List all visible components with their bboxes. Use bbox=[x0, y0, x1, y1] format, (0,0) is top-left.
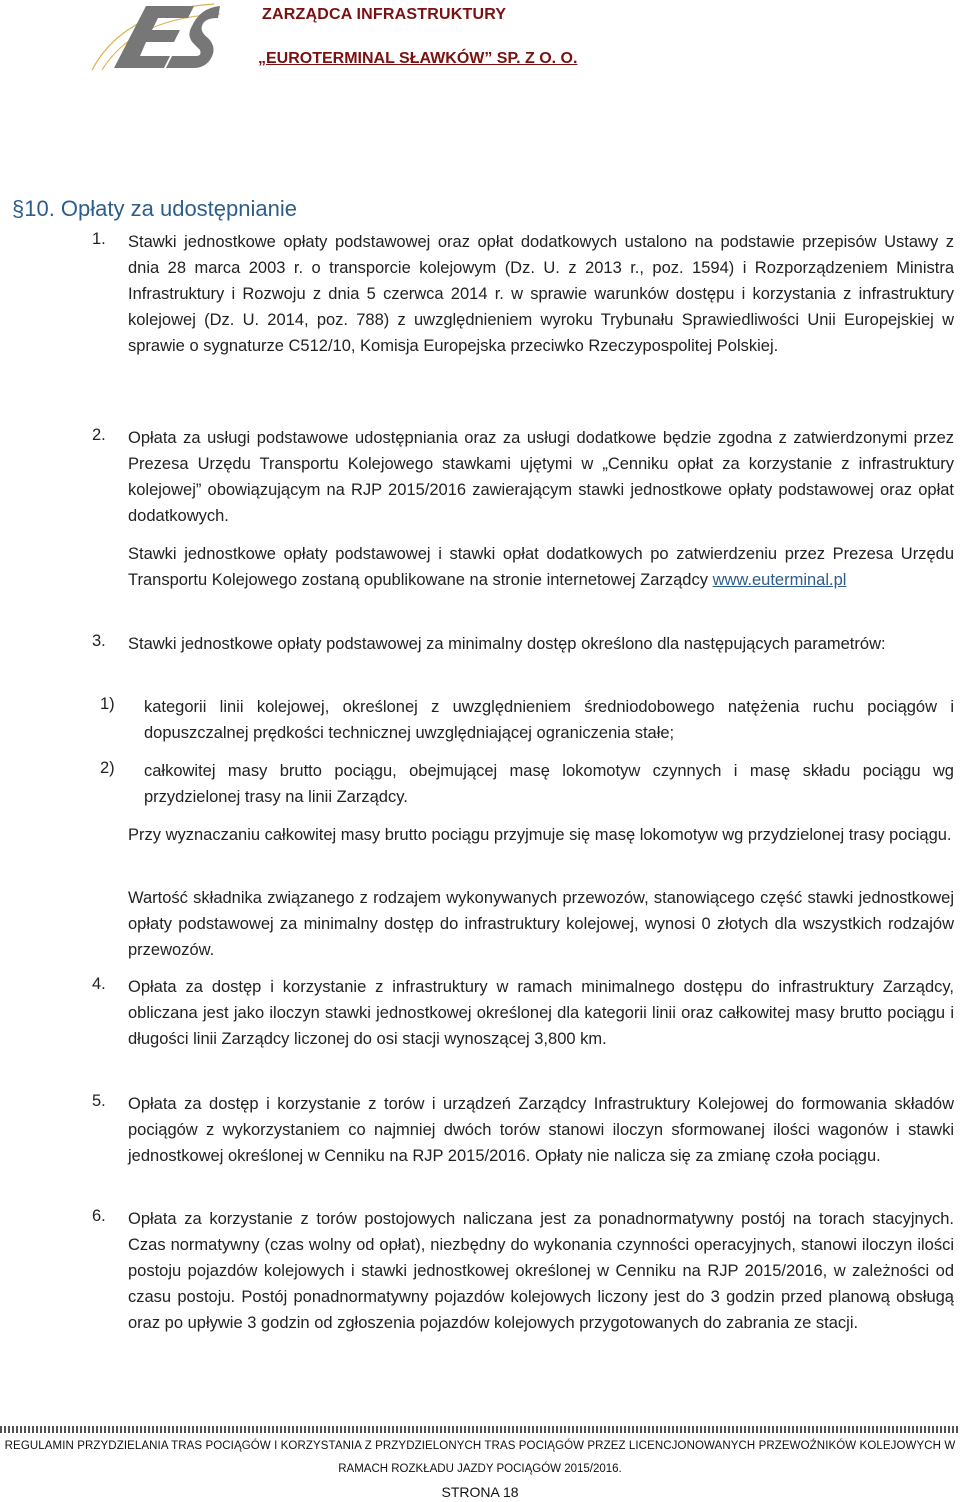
item-number: 5. bbox=[92, 1092, 106, 1110]
paragraph-text-body: Stawki jednostkowe opłaty podstawowej i stawki opłat dodatkowych po zatwierdzeniu przez Prezesa Urzędu Transportu Kolejowego zostaną opublikowane na stronie internetowej Zarządcy bbox=[128, 545, 954, 589]
item-number: 1) bbox=[100, 695, 115, 713]
footer-title: REGULAMIN PRZYDZIELANIA TRAS POCIĄGÓW I KORZYSTANIA Z PRZYDZIELONYCH TRAS POCIĄGÓW PRZEZ LICENCJONOWANYCH PRZEWOŹNIKÓW KOLEJOWYCH W bbox=[4, 1440, 956, 1452]
footer-divider bbox=[0, 1426, 960, 1433]
item-text: Opłata za dostęp i korzystanie z infrastruktury w ramach minimalnego dostępu do infrastruktury Zarządcy, obliczana jest jako iloczyn stawki jednostkowej określonej dla kategorii linii oraz całkowitej masy brutto pociągu i długości linii Zarządcy liczonej do osi stacji wynoszącej 3,800 km. bbox=[128, 978, 954, 1048]
item-text: kategorii linii kolejowej, określonej z uwzględnieniem średniodobowego natężenia ruchu pociągów i dopuszczalnej prędkości technicznej uwzględniającej ograniczenia stałe; bbox=[144, 698, 954, 742]
item-text: całkowitej masy brutto pociągu, obejmującej masę lokomotyw czynnych i masę składu pociągu wg przydzielonej trasy na linii Zarządcy. bbox=[144, 762, 954, 806]
page-header bbox=[0, 0, 960, 90]
item-number: 3. bbox=[92, 632, 106, 650]
website-link[interactable]: www.euterminal.pl bbox=[712, 571, 847, 589]
section-title: §10. Opłaty za udostępnianie bbox=[12, 196, 297, 221]
paragraph-text: Przy wyznaczaniu całkowitej masy brutto pociągu przyjmuje się masę lokomotyw wg przydzielonej trasy pociągu. bbox=[128, 826, 952, 844]
item-text: Opłata za korzystanie z torów postojowych naliczana jest za ponadnormatywny postój na torach stacyjnych. Czas normatywny (czas wolny od opłat), niezbędny do wykonania czynności operacyjnych, stanowi iloczyn ilości postoju pojazdów kolejowych i stawki jednostkowej określonej w Cenniku na RJP 2015/2016, w zależności od czasu postoju. Postój ponadnormatywny pojazdów kolejowych liczony jest do 3 godzin przed planową obsługą oraz po upływie 3 godzin od zgłoszenia pojazdów kolejowych przygotowanych do zabrania ze stacji. bbox=[128, 1210, 954, 1332]
paragraph-text bbox=[128, 541, 954, 621]
item-number: 2. bbox=[92, 426, 106, 444]
item-number: 6. bbox=[92, 1207, 106, 1225]
paragraph-text: Wartość składnika związanego z rodzajem wykonywanych przewozów, stanowiącego część stawki jednostkowej opłaty podstawowej za minimalny dostęp do infrastruktury kolejowej, wynosi 0 złotych dla wszystkich rodzajów przewozów. bbox=[128, 889, 954, 959]
item-text: Opłata za usługi podstawowe udostępniania oraz za usługi dodatkowe będzie zgodna z zatwierdzonymi przez Prezesa Urzędu Transportu Kolejowego stawkami ujętymi w „Cenniku opłat za korzystanie z infrastruktury kolejowej” obowiązującym na RJP 2015/2016 zawierającym stawki jednostkowe opłaty podstawowej oraz opłat dodatkowych. bbox=[128, 429, 954, 525]
page-number: STRONA 18 bbox=[441, 1484, 519, 1500]
item-text: Opłata za dostęp i korzystanie z torów i urządzeń Zarządcy Infrastruktury Kolejowej do formowania składów pociągów z wykorzystaniem co najmniej dwóch torów stanowi iloczyn sformowanej ilości wagonów i stawki jednostkowej określonej w Cenniku na RJP 2015/2016. Opłaty nie nalicza się za zmianę czoła pociągu. bbox=[128, 1095, 954, 1165]
footer-title-continued: RAMACH ROZKŁADU JAZDY POCIĄGÓW 2015/2016. bbox=[338, 1463, 622, 1475]
item-number: 2) bbox=[100, 759, 115, 777]
es-logo-icon bbox=[84, 0, 224, 72]
item-number: 1. bbox=[92, 230, 106, 248]
item-number: 4. bbox=[92, 975, 106, 993]
header-company-name: „EUROTERMINAL SŁAWKÓW” SP. Z O. O. bbox=[258, 50, 578, 67]
item-text: Stawki jednostkowe opłaty podstawowej oraz opłat dodatkowych ustalono na podstawie przepisów Ustawy z dnia 28 marca 2003 r. o transporcie kolejowym (Dz. U. z 2013 r., poz. 1594) i Rozporządzeniem Ministra Infrastruktury i Rozwoju z dnia 5 czerwca 2014 r. w sprawie warunków dostępu i korzystania z infrastruktury kolejowej (Dz. U. 2014, poz. 788) z uwzględnieniem wyroku Trybunału Sprawiedliwości Unii Europejskiej w sprawie o sygnaturze C512/10, Komisja Europejska przeciwko Rzeczypospolitej Polskiej. bbox=[128, 233, 954, 355]
item-text: Stawki jednostkowe opłaty podstawowej za minimalny dostęp określono dla następujących parametrów: bbox=[128, 635, 886, 653]
header-company-title: ZARZĄDCA INFRASTRUKTURY bbox=[262, 6, 507, 23]
